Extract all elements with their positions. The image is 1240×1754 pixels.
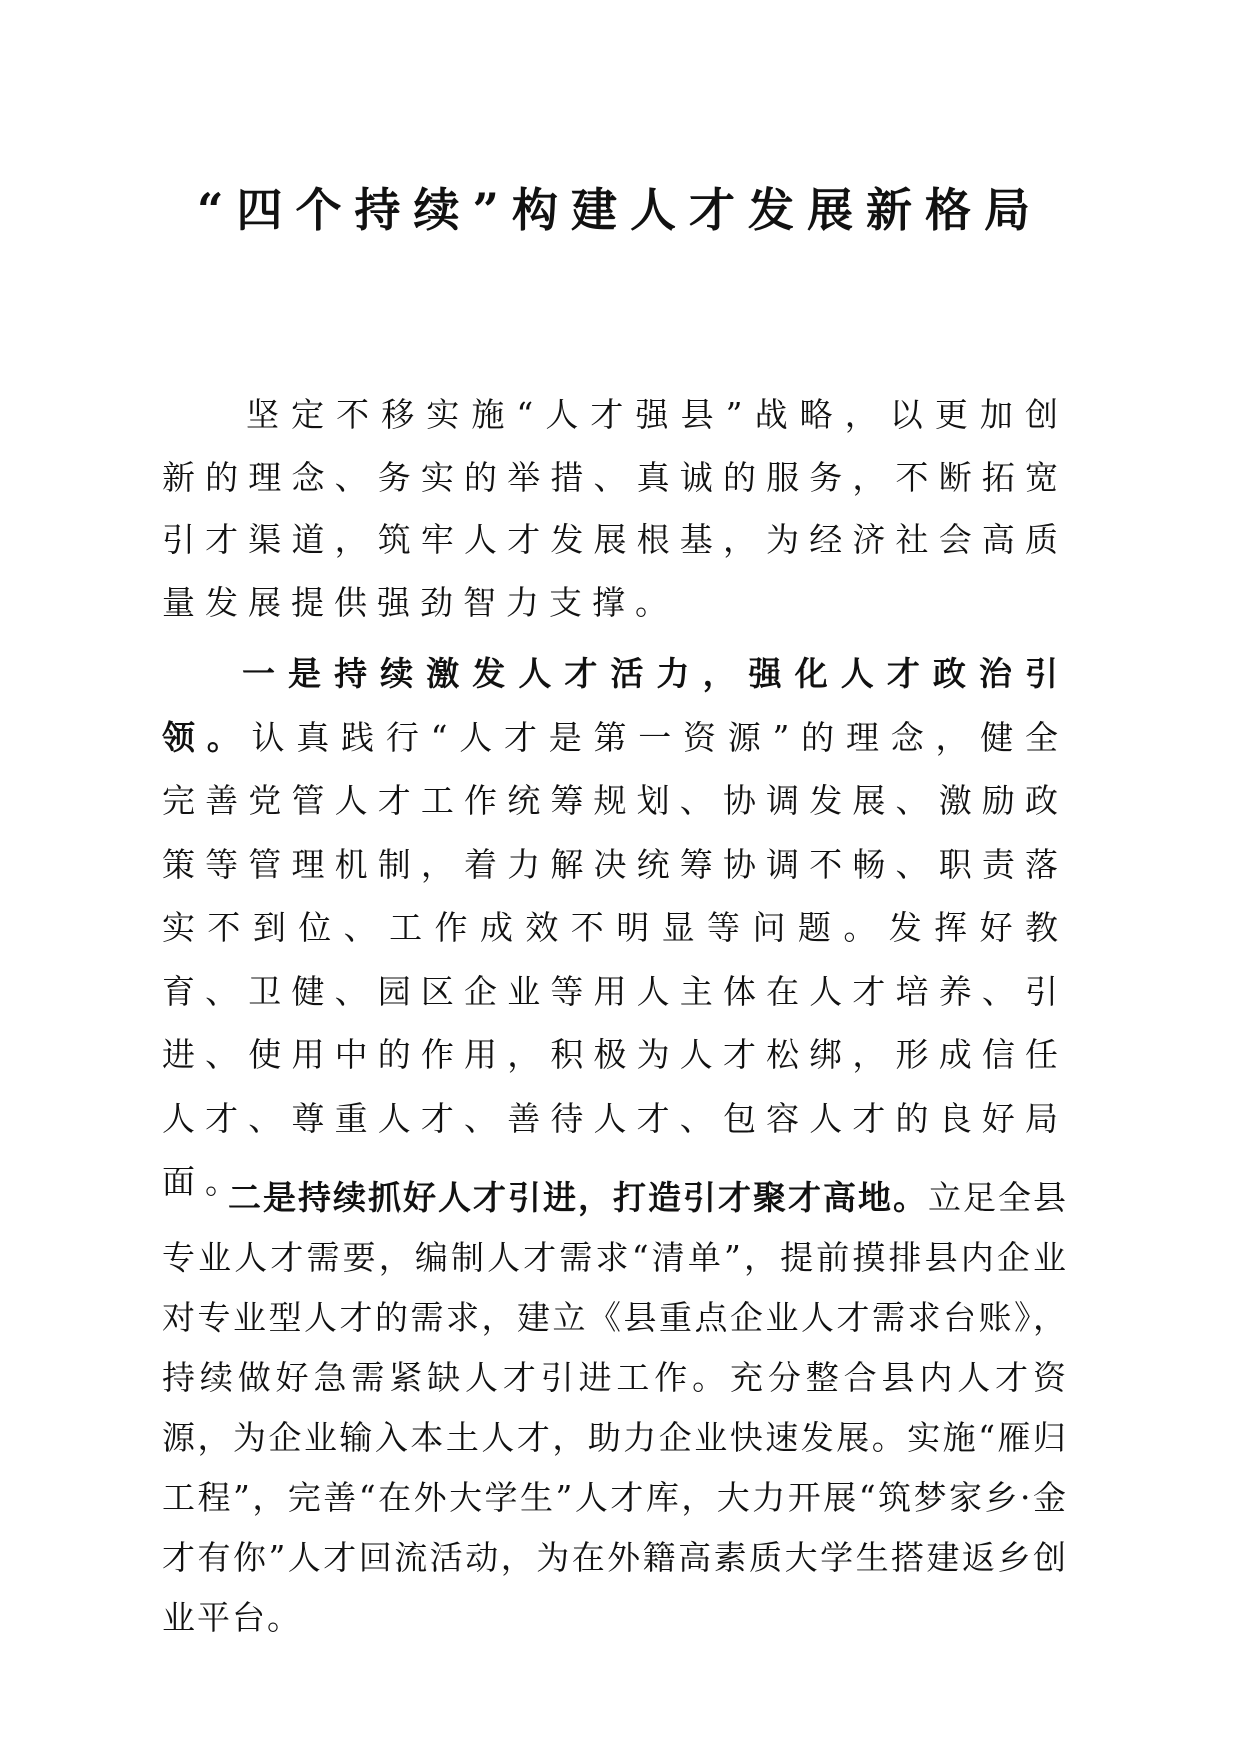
section-paragraph-1 <box>162 642 1068 1214</box>
section-lead-2: 二是持续抓好人才引进，打造引才聚才高地。 <box>228 1178 928 1217</box>
document-title: “四个持续”构建人才发展新格局 <box>197 183 1043 237</box>
section-text-2: 立足全县专业人才需要，编制人才需求“清单”，提前摸排县内企业对专业型人才的需求，建立《县重点企业人才需求台账》，持续做好急需紧缺人才引进工作。充分整合县内人才资源，为企业输入本土人才，助力企业快速发展。实施“雁归工程”，完善“在外大学生”人才库，大力开展“筑梦家乡·金才有你”人才回流活动，为在外籍高素质大学生搭建返乡创业平台。 <box>162 1178 1068 1637</box>
section-lead-1: 一是持续激发人才活力，强化人才政治引领。 <box>162 654 1068 757</box>
section-text-1: 认真践行“人才是第一资源”的理念，健全完善党管人才工作统筹规划、协调发展、激励政策等管理机制，着力解决统筹协调不畅、职责落实不到位、工作成效不明显等问题。发挥好教育、卫健、园区企业等用人主体在人才培养、引进、使用中的作用，积极为人才松绑，形成信任人才、尊重人才、善待人才、包容人才的良好局面。 <box>162 717 1068 1201</box>
intro-paragraph: 坚定不移实施“人才强县”战略，以更加创新的理念、务实的举措、真诚的服务，不断拓宽引才渠道，筑牢人才发展根基，为经济社会高质量发展提供强劲智力支撑。 <box>162 395 1068 622</box>
section-paragraph-2 <box>162 1168 1068 1648</box>
